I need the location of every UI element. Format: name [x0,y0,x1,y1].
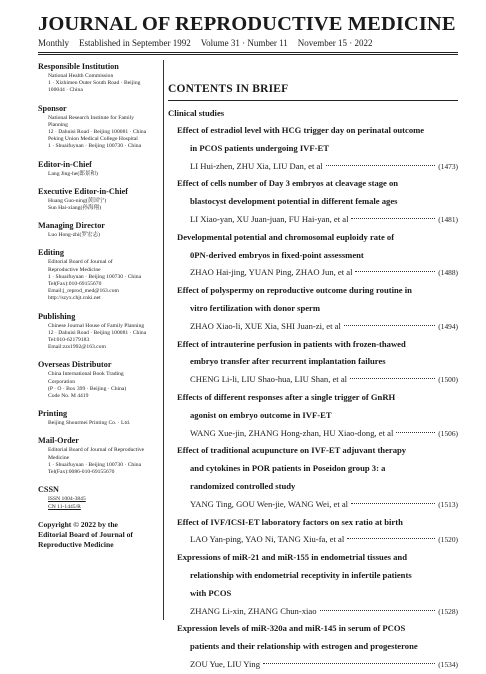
dot-leader [396,432,435,433]
entry-author-line [168,531,458,549]
entry-title-line: blastocyst development potential in different female ages [190,196,398,207]
contents-rule [168,100,458,101]
sidebar-section [38,409,163,427]
sidebar-section-line: Reproductive Medicine [48,266,101,273]
entry-title-line: Effect of cells number of Day 3 embryos at cleavage stage on [177,178,399,189]
issue-date: November 15 · 2022 [297,38,373,48]
entry-authors: ZHAO Hai-jing, YUAN Ping, ZHAO Jun, et al [190,267,353,278]
sidebar-section-line: Luo Hong-zhi(罗宏志) [48,232,101,239]
sidebar-section-line: Lang Jing-he(郎景和) [48,170,98,177]
sidebar-section-line: Code No. M 4419 [48,393,89,400]
entry-author-line [168,425,458,443]
entry-authors: WANG Xue-jin, ZHANG Hong-zhan, HU Xiao-dong, et al [190,427,394,438]
dot-leader [320,610,436,611]
entry-authors: ZHAO Xiao-li, XUE Xia, SHI Juan-zi, et al [190,320,341,331]
masthead-rule-secondary [38,54,458,55]
sidebar-section-heading: Editor-in-Chief [38,159,92,169]
established: Established in September 1992 [79,38,191,48]
frequency: Monthly [38,38,70,48]
sidebar-section-heading: Mail-Order [38,436,79,446]
contents-entry[interactable] [168,122,458,175]
dot-leader [355,271,435,272]
masthead [38,12,458,48]
entry-author-line [168,603,458,621]
contents-entry[interactable] [168,229,458,282]
masthead-rule [38,52,458,53]
entry-title-line: in PCOS patients undergoing IVF-ET [190,142,329,153]
dot-leader [326,165,436,166]
entry-authors: LAO Yan-ping, YAO Ni, TANG Xiu-fa, et al [190,534,345,545]
sidebar-section-line: Editorial Board of Journal of [48,259,113,266]
column-divider [163,60,164,620]
sidebar-section [38,360,163,400]
sidebar-section-line: Email:j_reprod_med@163.com [48,288,119,295]
sidebar-section-line: Peking Union Medical College Hospital [48,136,138,143]
contents-list [168,122,458,674]
entry-author-line [168,371,458,389]
sidebar-section [38,62,163,95]
entry-title-line: patients and their relationship with estrogen and progesterone [190,641,418,652]
sidebar-section-line: Corporation [48,378,76,385]
dot-leader [350,378,435,379]
sidebar-section-line: Email:zzs1992@163.com [48,344,106,351]
sidebar-section-heading: Managing Director [38,221,105,231]
sidebar-section-line: Editorial Board of Journal of Reproductive [48,447,145,454]
sidebar-section-heading: Publishing [38,311,76,321]
sidebar-section [38,248,163,302]
sidebar-section [38,312,163,352]
sidebar-section [38,436,163,476]
copyright-notice [38,520,163,550]
journal-title: JOURNAL OF REPRODUCTIVE MEDICINE [38,13,456,35]
entry-title-line: vitro fertilization with donor sperm [190,302,321,313]
sidebar-section-line: Sun Hai-xiang(孙海翔) [48,205,101,212]
entry-authors: ZOU Yue, LIU Ying [190,658,261,669]
sidebar-section-line: Chinese Journal House of Family Planning [48,322,145,329]
contents-column [168,82,458,674]
sidebar-section-line: National Health Commission [48,73,114,79]
sidebar-section-line: Planning [48,121,68,128]
entry-author-line [168,496,458,514]
sidebar-section-heading: Responsible Institution [38,62,119,71]
sidebar-section-line: (P · O · Box 399 · Beijing · China) [48,385,127,392]
sidebar-section-line: 1 · Xizhimen Outer South Road · Beijing [48,80,141,87]
entry-authors: ZHANG Li-xin, ZHANG Chun-xiao [190,605,317,616]
issue-line [38,38,458,48]
dot-leader [263,663,435,664]
sidebar-section-line: Tel(Fax):010-69155670 [48,281,102,288]
entry-title-line: Effect of traditional acupuncture on IVF-ET adjuvant therapy [177,445,407,456]
sidebar-section-line: Tel:010-62179183 [48,337,90,344]
entry-page-number: (1500) [438,375,458,385]
entry-author-line [168,318,458,336]
contents-entry[interactable] [168,620,458,673]
sidebar-section-line: Medicine [48,454,70,461]
dot-leader [351,503,435,504]
entry-title-line: Effect of IVF/ICSI-ET laboratory factors on sex ratio at birth [177,516,403,527]
sidebar-section-line: 100044 · China [48,87,83,94]
entry-page-number: (1528) [438,606,458,616]
entry-title-line: Expressions of miR-21 and miR-155 in endometrial tissues and [177,552,407,563]
entry-page-number: (1481) [438,214,458,224]
sidebar-section-line: 12 · Dahuisi Road · Beijing 100081 · China [48,329,147,336]
editorial-sidebar [38,62,163,550]
sidebar-section-line: 1 · Shuaifuyuan · Beijing 100730 · China [48,461,142,468]
sidebar-section [38,221,163,239]
sidebar-section-heading: Sponsor [38,103,67,113]
sidebar-section [38,104,163,151]
entry-authors: YANG Ting, GOU Wen-jie, WANG Wei, et al [190,498,349,509]
entry-title-line: Developmental potential and chromosomal euploidy rate of [177,231,395,242]
entry-authors: LI Hui-zhen, ZHU Xia, LIU Dan, et al [190,160,323,171]
sidebar-section-line: http://szyx.chjt.cnki.net [48,295,101,302]
entry-page-number: (1520) [438,535,458,545]
sidebar-section-line: Beijing Shourmei Printing Co. · Ltd. [48,420,131,427]
contents-entry[interactable] [168,514,458,550]
copyright-line: Reproductive Medicine [38,539,114,549]
dot-leader [347,538,435,539]
entry-author-line [168,158,458,176]
entry-title-line: agonist on embryo outcome in IVF-ET [190,409,332,420]
sidebar-section-heading: Editing [38,248,64,258]
entry-title-line: Effect of estradiol level with HCG trigger day on perinatal outcome [177,125,425,135]
cssn-heading: CSSN [38,485,59,495]
dot-leader [351,218,435,219]
contents-entry[interactable] [168,442,458,513]
dot-leader [344,325,435,326]
sidebar-section-line: 1 · Shuaifuyuan · Beijing 100730 · China [48,273,142,280]
entry-title-line: embryo transfer after recurrent implantation failures [190,356,386,367]
entry-page-number: (1494) [438,321,458,331]
entry-page-number: (1473) [438,161,458,171]
entry-title-line: randomized controlled study [190,480,296,491]
contents-entry[interactable] [168,336,458,389]
entry-page-number: (1488) [438,268,458,278]
entry-title-line: Effect of polyspermy on reproductive outcome during routine in [177,285,412,296]
contents-entry[interactable] [168,175,458,228]
sidebar-section-line: 1 · Shuaifuyuan · Beijing 100730 · China [48,143,142,150]
entry-title-line: 0PN-derived embryos in fixed-point assessment [190,249,364,260]
sidebar-section-line: Tel(Fax):0086-010-69155670 [48,469,115,476]
sidebar-section-heading: Printing [38,409,68,419]
sidebar-section-heading: Overseas Distributor [38,360,112,370]
contents-title: CONTENTS IN BRIEF [168,83,289,95]
entry-page-number: (1534) [438,659,458,669]
contents-entry[interactable] [168,549,458,620]
entry-author-line [168,211,458,229]
entry-title-line: Expression levels of miR-320a and miR-145 in serum of PCOS [177,623,406,634]
entry-author-line [168,264,458,282]
sidebar-section [38,187,163,212]
entry-title-line: relationship with endometrial receptivity in infertile patients [190,569,412,580]
entry-page-number: (1513) [438,499,458,509]
volume-number: Volume 31 · Number 11 [200,38,288,48]
sidebar-section-line: China International Book Trading [48,371,124,378]
entry-title-line: and cytokines in POR patients in Poseidon group 3: a [190,463,386,474]
contents-entry[interactable] [168,389,458,442]
entry-authors: CHENG Li-li, LIU Shao-hua, LIU Shan, et al [190,374,348,385]
sidebar-section-line: Huang Guo-ning(黄国宁) [48,197,107,204]
sidebar-section-heading: Executive Editor-in-Chief [38,186,128,196]
cn-number: CN 11-1445/R [48,503,81,510]
sidebar-section-line: 12 · Dahuisi Road · Beijing 100081 · China [48,129,147,136]
copyright-line: Copyright © 2022 by the [38,519,118,529]
entry-page-number: (1506) [438,428,458,438]
sidebar-section-line: National Research Institute for Family [48,114,135,121]
copyright-line: Editorial Board of Journal of [38,529,133,539]
entry-authors: LI Xiao-yan, XU Juan-juan, FU Hai-yan, et al [190,213,349,224]
entry-author-line [168,656,458,674]
entry-title-line: Effects of different responses after a single trigger of GnRH [177,391,396,402]
entry-title-line: with PCOS [190,587,232,598]
issn-number: ISSN 1004-3845 [48,496,86,503]
sidebar-section [38,160,163,178]
section-heading: Clinical studies [168,108,225,118]
contents-entry[interactable] [168,282,458,335]
cssn-section [38,485,163,510]
entry-title-line: Effect of intrauterine perfusion in patients with frozen-thawed [177,338,406,349]
